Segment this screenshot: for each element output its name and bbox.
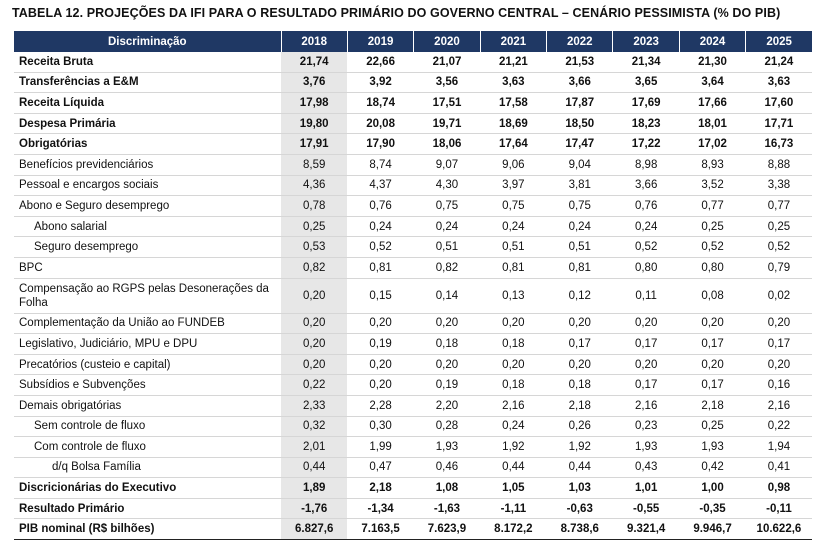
value-cell: 1,05 [480,478,546,499]
value-cell: 17,90 [347,134,413,155]
value-cell: 3,81 [547,175,613,196]
value-cell: 0,20 [281,354,347,375]
value-cell: 18,74 [347,93,413,114]
table-row [14,113,812,134]
value-cell: 18,01 [679,113,745,134]
value-cell: 0,25 [679,216,745,237]
row-label: Pessoal e encargos sociais [14,175,281,196]
value-cell: -0,63 [547,498,613,519]
value-cell: 0,20 [613,313,679,334]
table-row [14,519,812,540]
value-cell: 0,24 [347,216,413,237]
table-row [14,175,812,196]
value-cell: 3,56 [414,72,480,93]
row-label: Seguro desemprego [14,237,281,258]
value-cell: 0,30 [347,416,413,437]
value-cell: 0,24 [547,216,613,237]
value-cell: 0,28 [414,416,480,437]
table-row [14,93,812,114]
value-cell: 2,16 [746,395,812,416]
header-year: 2022 [547,31,613,52]
table-row [14,416,812,437]
value-cell: 1,08 [414,478,480,499]
value-cell: 17,71 [746,113,812,134]
value-cell: 2,18 [679,395,745,416]
value-cell: 0,20 [746,354,812,375]
value-cell: -1,63 [414,498,480,519]
value-cell: 3,63 [746,72,812,93]
row-label: Abono e Seguro desemprego [14,196,281,217]
value-cell: 1,99 [347,437,413,458]
value-cell: 0,22 [746,416,812,437]
value-cell: 8,93 [679,154,745,175]
value-cell: 17,60 [746,93,812,114]
row-label: d/q Bolsa Família [14,457,281,478]
value-cell: 0,08 [679,278,745,313]
value-cell: 1,92 [547,437,613,458]
table-row [14,395,812,416]
value-cell: -0,11 [746,498,812,519]
value-cell: 9.946,7 [679,519,745,540]
value-cell: 3,65 [613,72,679,93]
row-label: Receita Bruta [14,52,281,72]
value-cell: 0,47 [347,457,413,478]
value-cell: 8.172,2 [480,519,546,540]
value-cell: 17,51 [414,93,480,114]
value-cell: 0,02 [746,278,812,313]
value-cell: 0,12 [547,278,613,313]
header-year: 2023 [613,31,679,52]
header-year: 2025 [746,31,812,52]
value-cell: 0,52 [679,237,745,258]
header-year: 2021 [480,31,546,52]
value-cell: 0,18 [414,334,480,355]
value-cell: 21,53 [547,52,613,72]
value-cell: 2,16 [613,395,679,416]
value-cell: 19,71 [414,113,480,134]
value-cell: 9,04 [547,154,613,175]
value-cell: 0,44 [480,457,546,478]
value-cell: 2,18 [547,395,613,416]
value-cell: 16,73 [746,134,812,155]
value-cell: -0,35 [679,498,745,519]
row-label: Com controle de fluxo [14,437,281,458]
table-row [14,134,812,155]
value-cell: 6.827,6 [281,519,347,540]
value-cell: 3,63 [480,72,546,93]
value-cell: 0,20 [480,354,546,375]
value-cell: 1,00 [679,478,745,499]
value-cell: 0,24 [480,216,546,237]
value-cell: 0,15 [347,278,413,313]
value-cell: 0,52 [746,237,812,258]
table-row [14,498,812,519]
value-cell: 0,81 [547,257,613,278]
value-cell: 0,17 [613,334,679,355]
value-cell: 0,78 [281,196,347,217]
value-cell: 0,75 [547,196,613,217]
row-label: Sem controle de fluxo [14,416,281,437]
value-cell: 0,32 [281,416,347,437]
value-cell: 0,17 [547,334,613,355]
value-cell: 0,76 [613,196,679,217]
header-year: 2024 [679,31,745,52]
table-row [14,72,812,93]
value-cell: 18,06 [414,134,480,155]
projections-table [14,31,812,540]
value-cell: 1,03 [547,478,613,499]
row-label: Despesa Primária [14,113,281,134]
value-cell: 0,25 [679,416,745,437]
header-year: 2018 [281,31,347,52]
value-cell: 0,20 [347,375,413,396]
value-cell: 0,98 [746,478,812,499]
value-cell: 1,92 [480,437,546,458]
value-cell: 3,97 [480,175,546,196]
value-cell: 8.738,6 [547,519,613,540]
row-label: Subsídios e Subvenções [14,375,281,396]
value-cell: 0,20 [347,313,413,334]
value-cell: 0,17 [679,375,745,396]
value-cell: 0,81 [347,257,413,278]
value-cell: 17,22 [613,134,679,155]
value-cell: 21,07 [414,52,480,72]
value-cell: 21,34 [613,52,679,72]
value-cell: 3,66 [547,72,613,93]
table-row [14,437,812,458]
value-cell: 0,16 [746,375,812,396]
row-label: Discricionárias do Executivo [14,478,281,499]
value-cell: 0,20 [281,313,347,334]
row-label: Compensação ao RGPS pelas Desonerações da Folha [14,278,281,313]
value-cell: 0,19 [414,375,480,396]
value-cell: 0,20 [613,354,679,375]
row-label: Demais obrigatórias [14,395,281,416]
value-cell: -1,34 [347,498,413,519]
value-cell: -1,11 [480,498,546,519]
header-year: 2019 [347,31,413,52]
value-cell: 0,17 [679,334,745,355]
value-cell: 0,51 [480,237,546,258]
value-cell: 0,20 [480,313,546,334]
value-cell: 18,50 [547,113,613,134]
value-cell: 2,33 [281,395,347,416]
table-row [14,216,812,237]
value-cell: 2,20 [414,395,480,416]
row-label: PIB nominal (R$ bilhões) [14,519,281,540]
value-cell: 0,82 [414,257,480,278]
value-cell: 1,89 [281,478,347,499]
value-cell: 18,69 [480,113,546,134]
value-cell: 21,74 [281,52,347,72]
table-row [14,278,812,313]
value-cell: 0,22 [281,375,347,396]
value-cell: 0,14 [414,278,480,313]
value-cell: 0,17 [613,375,679,396]
value-cell: 17,02 [679,134,745,155]
row-label: Obrigatórias [14,134,281,155]
value-cell: 17,91 [281,134,347,155]
value-cell: 9.321,4 [613,519,679,540]
value-cell: -1,76 [281,498,347,519]
header-year: 2020 [414,31,480,52]
value-cell: 0,20 [414,313,480,334]
value-cell: 0,20 [281,278,347,313]
value-cell: 3,76 [281,72,347,93]
row-label: Precatórios (custeio e capital) [14,354,281,375]
table-row [14,334,812,355]
value-cell: 3,38 [746,175,812,196]
value-cell: 17,64 [480,134,546,155]
value-cell: 0,75 [414,196,480,217]
value-cell: 0,17 [746,334,812,355]
value-cell: 8,98 [613,154,679,175]
value-cell: 0,20 [679,354,745,375]
table-row [14,457,812,478]
table-row [14,354,812,375]
value-cell: 0,52 [613,237,679,258]
value-cell: 0,42 [679,457,745,478]
table-row [14,154,812,175]
row-label: Resultado Primário [14,498,281,519]
value-cell: 9,06 [480,154,546,175]
row-label: Legislativo, Judiciário, MPU e DPU [14,334,281,355]
value-cell: 4,37 [347,175,413,196]
value-cell: 17,58 [480,93,546,114]
row-label: Transferências a E&M [14,72,281,93]
value-cell: 0,82 [281,257,347,278]
table-row [14,52,812,72]
value-cell: 0,23 [613,416,679,437]
value-cell: 3,52 [679,175,745,196]
row-label: Receita Líquida [14,93,281,114]
value-cell: 1,93 [613,437,679,458]
value-cell: 0,76 [347,196,413,217]
value-cell: 7.623,9 [414,519,480,540]
value-cell: 4,36 [281,175,347,196]
value-cell: 0,77 [746,196,812,217]
value-cell: 3,64 [679,72,745,93]
value-cell: 22,66 [347,52,413,72]
value-cell: 0,43 [613,457,679,478]
value-cell: 3,66 [613,175,679,196]
value-cell: 0,20 [281,334,347,355]
value-cell: 0,20 [414,354,480,375]
value-cell: 0,26 [547,416,613,437]
value-cell: 0,46 [414,457,480,478]
value-cell: 0,18 [480,375,546,396]
value-cell: 0,80 [613,257,679,278]
value-cell: 8,59 [281,154,347,175]
value-cell: 0,19 [347,334,413,355]
header-row [14,31,812,52]
table-row [14,313,812,334]
value-cell: 21,30 [679,52,745,72]
value-cell: 0,18 [480,334,546,355]
value-cell: 8,74 [347,154,413,175]
table-title: TABELA 12. PROJEÇÕES DA IFI PARA O RESULTADO PRIMÁRIO DO GOVERNO CENTRAL – CENÁRIO PESSIMISTA (% DO PIB) [12,6,781,20]
header-discriminacao: Discriminação [14,31,281,52]
value-cell: 4,30 [414,175,480,196]
value-cell: 0,25 [281,216,347,237]
value-cell: 2,28 [347,395,413,416]
table-row [14,478,812,499]
value-cell: 0,24 [480,416,546,437]
value-cell: 0,44 [547,457,613,478]
value-cell: 0,52 [347,237,413,258]
value-cell: 2,01 [281,437,347,458]
value-cell: 0,24 [414,216,480,237]
value-cell: 0,53 [281,237,347,258]
value-cell: 10.622,6 [746,519,812,540]
value-cell: 0,79 [746,257,812,278]
value-cell: 0,41 [746,457,812,478]
row-label: Benefícios previdenciários [14,154,281,175]
row-label: BPC [14,257,281,278]
value-cell: 21,21 [480,52,546,72]
table-row [14,257,812,278]
value-cell: 1,93 [679,437,745,458]
value-cell: 18,23 [613,113,679,134]
value-cell: 0,20 [547,313,613,334]
value-cell: 2,18 [347,478,413,499]
value-cell: 17,66 [679,93,745,114]
value-cell: 0,81 [480,257,546,278]
table-row [14,237,812,258]
value-cell: 17,47 [547,134,613,155]
value-cell: 0,77 [679,196,745,217]
value-cell: 0,25 [746,216,812,237]
value-cell: 3,92 [347,72,413,93]
value-cell: -0,55 [613,498,679,519]
row-label: Complementação da União ao FUNDEB [14,313,281,334]
row-label: Abono salarial [14,216,281,237]
value-cell: 17,87 [547,93,613,114]
value-cell: 19,80 [281,113,347,134]
value-cell: 0,18 [547,375,613,396]
value-cell: 1,01 [613,478,679,499]
value-cell: 9,07 [414,154,480,175]
table-row [14,375,812,396]
value-cell: 17,69 [613,93,679,114]
value-cell: 17,98 [281,93,347,114]
value-cell: 0,24 [613,216,679,237]
value-cell: 2,16 [480,395,546,416]
value-cell: 20,08 [347,113,413,134]
value-cell: 0,51 [414,237,480,258]
value-cell: 1,94 [746,437,812,458]
value-cell: 0,20 [679,313,745,334]
value-cell: 8,88 [746,154,812,175]
value-cell: 0,20 [746,313,812,334]
value-cell: 21,24 [746,52,812,72]
value-cell: 0,13 [480,278,546,313]
value-cell: 1,93 [414,437,480,458]
value-cell: 0,44 [281,457,347,478]
table-row [14,196,812,217]
value-cell: 0,20 [347,354,413,375]
value-cell: 0,20 [547,354,613,375]
value-cell: 0,80 [679,257,745,278]
value-cell: 0,11 [613,278,679,313]
value-cell: 0,75 [480,196,546,217]
value-cell: 7.163,5 [347,519,413,540]
value-cell: 0,51 [547,237,613,258]
